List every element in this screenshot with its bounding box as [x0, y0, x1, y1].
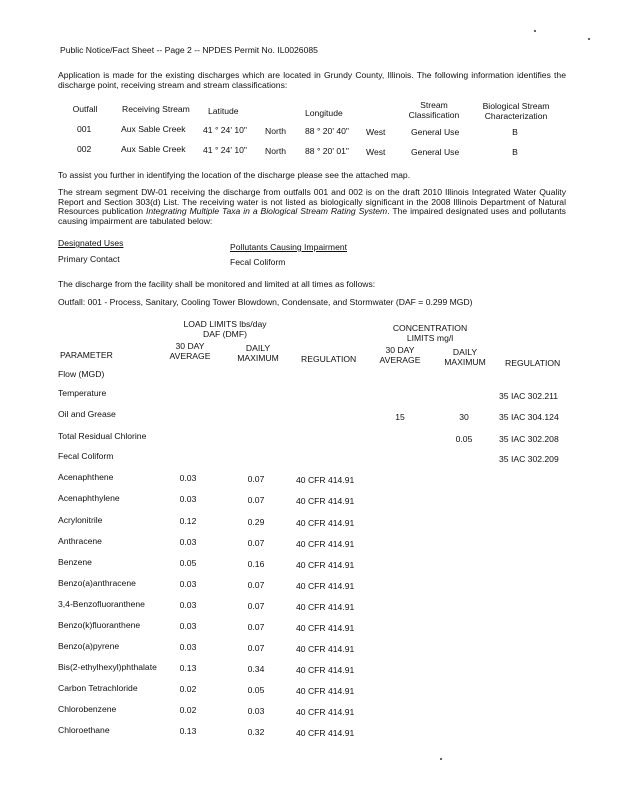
- scan-speck: [534, 30, 536, 32]
- limit-load-regulation: 40 CFR 414.91: [296, 560, 355, 570]
- limit-load-max: 0.07: [247, 622, 265, 632]
- limit-conc-regulation: 35 IAC 304.124: [499, 412, 559, 422]
- limit-load-avg: 0.05: [179, 558, 197, 568]
- col-conc-regulation: REGULATION: [505, 358, 561, 368]
- col-header-stream-class-1: Stream: [420, 100, 448, 110]
- limit-load-regulation: 40 CFR 414.91: [296, 665, 355, 675]
- limit-load-avg: 0.03: [179, 494, 197, 504]
- col-parameter: PARAMETER: [60, 350, 113, 360]
- limit-conc-regulation: 35 IAC 302.211: [499, 391, 559, 401]
- limit-parameter: Anthracene: [58, 536, 102, 546]
- outfall-bio-char: B: [512, 127, 518, 137]
- limit-parameter: Oil and Grease: [58, 409, 116, 419]
- limit-load-avg: 0.13: [179, 726, 197, 736]
- col-header-longitude: Longitude: [305, 108, 343, 118]
- outfall-bio-char: B: [512, 147, 518, 157]
- designated-uses-header: Designated Uses: [58, 238, 124, 248]
- outfall-classification: General Use: [411, 127, 460, 137]
- limit-load-avg: 0.02: [179, 684, 197, 694]
- pollutants-header: Pollutants Causing Impairment: [230, 242, 348, 252]
- limit-load-regulation: 40 CFR 414.91: [296, 644, 355, 654]
- limit-load-regulation: 40 CFR 414.91: [296, 496, 355, 506]
- limit-parameter: Temperature: [58, 388, 107, 398]
- conc-limits-header-2: LIMITS mg/l: [406, 333, 454, 343]
- limit-parameter: Benzo(a)pyrene: [58, 641, 120, 651]
- outfall-latitude-dir: North: [265, 146, 287, 156]
- limit-parameter: 3,4-Benzofluoranthene: [58, 599, 145, 609]
- limit-parameter: Acenaphthene: [58, 472, 114, 482]
- outfall-latitude-dir: North: [265, 126, 287, 136]
- map-note: To assist you further in identifying the location of the discharge please see the attached map.: [58, 170, 411, 180]
- limit-load-avg: 0.03: [179, 642, 197, 652]
- limit-load-max: 0.29: [247, 517, 265, 527]
- limit-parameter: Benzo(a)anthracene: [58, 578, 136, 588]
- scan-speck: [588, 38, 590, 40]
- pollutant-value: Fecal Coliform: [230, 257, 286, 267]
- limit-load-max: 0.07: [247, 495, 265, 505]
- limit-load-max: 0.32: [247, 727, 265, 737]
- limit-load-avg: 0.03: [179, 600, 197, 610]
- intro-paragraph: Application is made for the existing discharges which are located in Grundy County, Illinois. The following information identifies the discharge point, receiving stream and stream classifications:: [58, 70, 566, 90]
- limit-parameter: Bis(2-ethylhexyl)phthalate: [58, 662, 157, 672]
- limit-parameter: Acenaphthylene: [58, 493, 120, 503]
- limit-load-max: 0.07: [247, 580, 265, 590]
- segment-text-before: The stream segment DW-01 receiving the discharge from outfalls 001 and 002 is on the draft 2010 Illinois Integrated Water Quality Report and Section 303(d) List. The receiving water is not listed as biologically significant in the 2008 Illinois Department of Natural Resources publication: [58, 187, 566, 217]
- limit-load-max: 0.07: [247, 474, 265, 484]
- limit-parameter: Acrylonitrile: [58, 515, 103, 525]
- outfall-longitude: 88 ° 20' 40": [305, 126, 349, 136]
- col-load-max-1: DAILY: [245, 343, 271, 353]
- col-load-regulation: REGULATION: [301, 354, 357, 364]
- limit-load-avg: 0.03: [179, 579, 197, 589]
- outfall-stream: Aux Sable Creek: [121, 124, 186, 134]
- limit-parameter: Fecal Coliform: [58, 451, 114, 461]
- limit-load-avg: 0.12: [179, 516, 197, 526]
- segment-paragraph: [58, 188, 566, 226]
- col-load-max-2: MAXIMUM: [237, 353, 279, 363]
- limit-load-avg: 0.03: [179, 537, 197, 547]
- col-header-bio-2: Characterization: [484, 111, 548, 121]
- outfall-longitude-dir: West: [366, 147, 386, 157]
- limit-load-avg: 0.13: [179, 663, 197, 673]
- col-load-avg-2: AVERAGE: [169, 351, 211, 361]
- limit-load-regulation: 40 CFR 414.91: [296, 623, 355, 633]
- limit-parameter: Benzene: [58, 557, 92, 567]
- outfall-latitude: 41 ° 24' 10": [203, 145, 247, 155]
- limit-load-regulation: 40 CFR 414.91: [296, 707, 355, 717]
- limit-conc-regulation: 35 IAC 302.209: [499, 454, 559, 464]
- limit-parameter: Chlorobenzene: [58, 704, 117, 714]
- limit-parameter: Chloroethane: [58, 725, 110, 735]
- col-conc-max-1: DAILY: [452, 347, 478, 357]
- limit-conc-max: 30: [459, 412, 469, 422]
- limit-load-regulation: 40 CFR 414.91: [296, 728, 355, 738]
- limit-load-regulation: 40 CFR 414.91: [296, 581, 355, 591]
- limit-load-max: 0.05: [247, 685, 265, 695]
- col-conc-max-2: MAXIMUM: [444, 357, 486, 367]
- outfall-latitude: 41 ° 24' 10": [203, 125, 247, 135]
- outfall-longitude: 88 ° 20' 01": [305, 146, 349, 156]
- outfall-number: 002: [77, 144, 92, 154]
- limit-load-max: 0.07: [247, 643, 265, 653]
- page-header: Public Notice/Fact Sheet -- Page 2 -- NPDES Permit No. IL0026085: [60, 45, 318, 55]
- limit-load-regulation: 40 CFR 414.91: [296, 602, 355, 612]
- limit-load-max: 0.07: [247, 538, 265, 548]
- outfall-stream: Aux Sable Creek: [121, 144, 186, 154]
- load-limits-header-2: DAF (DMF): [203, 329, 247, 339]
- limit-load-regulation: 40 CFR 414.91: [296, 539, 355, 549]
- load-limits-header-1: LOAD LIMITS lbs/day: [183, 319, 267, 329]
- limit-parameter: Flow (MGD): [58, 369, 105, 379]
- limit-load-regulation: 40 CFR 414.91: [296, 686, 355, 696]
- outfall-classification: General Use: [411, 147, 460, 157]
- limit-conc-avg: 15: [395, 412, 405, 422]
- limit-parameter: Total Residual Chlorine: [58, 431, 147, 441]
- outfall-longitude-dir: West: [366, 127, 386, 137]
- outfall-description: Outfall: 001 - Process, Sanitary, Cooling Tower Blowdown, Condensate, and Stormwater (DAF = 0.299 MGD): [58, 297, 473, 307]
- col-header-outfall: Outfall: [72, 104, 98, 114]
- col-load-avg-1: 30 DAY: [175, 341, 205, 351]
- scan-speck: [440, 758, 442, 760]
- limit-load-avg: 0.03: [179, 473, 197, 483]
- col-header-receiving-stream: Receiving Stream: [122, 104, 190, 114]
- outfall-number: 001: [77, 124, 92, 134]
- limit-conc-regulation: 35 IAC 302.208: [499, 434, 559, 444]
- limit-load-max: 0.34: [247, 664, 265, 674]
- col-conc-avg-1: 30 DAY: [385, 345, 415, 355]
- monitor-note: The discharge from the facility shall be monitored and limited at all times as follows:: [58, 279, 376, 289]
- limit-load-avg: 0.03: [179, 621, 197, 631]
- segment-text-after: . The impaired designated uses and pollutants causing impairment are tabulated below:: [58, 206, 566, 226]
- limit-load-max: 0.03: [247, 706, 265, 716]
- limit-load-regulation: 40 CFR 414.91: [296, 518, 355, 528]
- segment-publication-title: Integrating Multiple Taxa in a Biological Stream Rating System: [145, 206, 388, 217]
- col-header-bio-1: Biological Stream: [482, 101, 550, 111]
- limit-load-max: 0.07: [247, 601, 265, 611]
- limit-load-avg: 0.02: [179, 705, 197, 715]
- col-conc-avg-2: AVERAGE: [379, 355, 421, 365]
- designated-use-value: Primary Contact: [58, 254, 120, 264]
- limit-load-max: 0.16: [247, 559, 265, 569]
- conc-limits-header-1: CONCENTRATION: [392, 323, 468, 333]
- col-header-latitude: Latitude: [208, 106, 239, 116]
- limit-parameter: Carbon Tetrachloride: [58, 683, 138, 693]
- limit-parameter: Benzo(k)fluoranthene: [58, 620, 141, 630]
- limit-conc-max: 0.05: [455, 434, 473, 444]
- limit-load-regulation: 40 CFR 414.91: [296, 475, 355, 485]
- col-header-stream-class-2: Classification: [408, 110, 460, 120]
